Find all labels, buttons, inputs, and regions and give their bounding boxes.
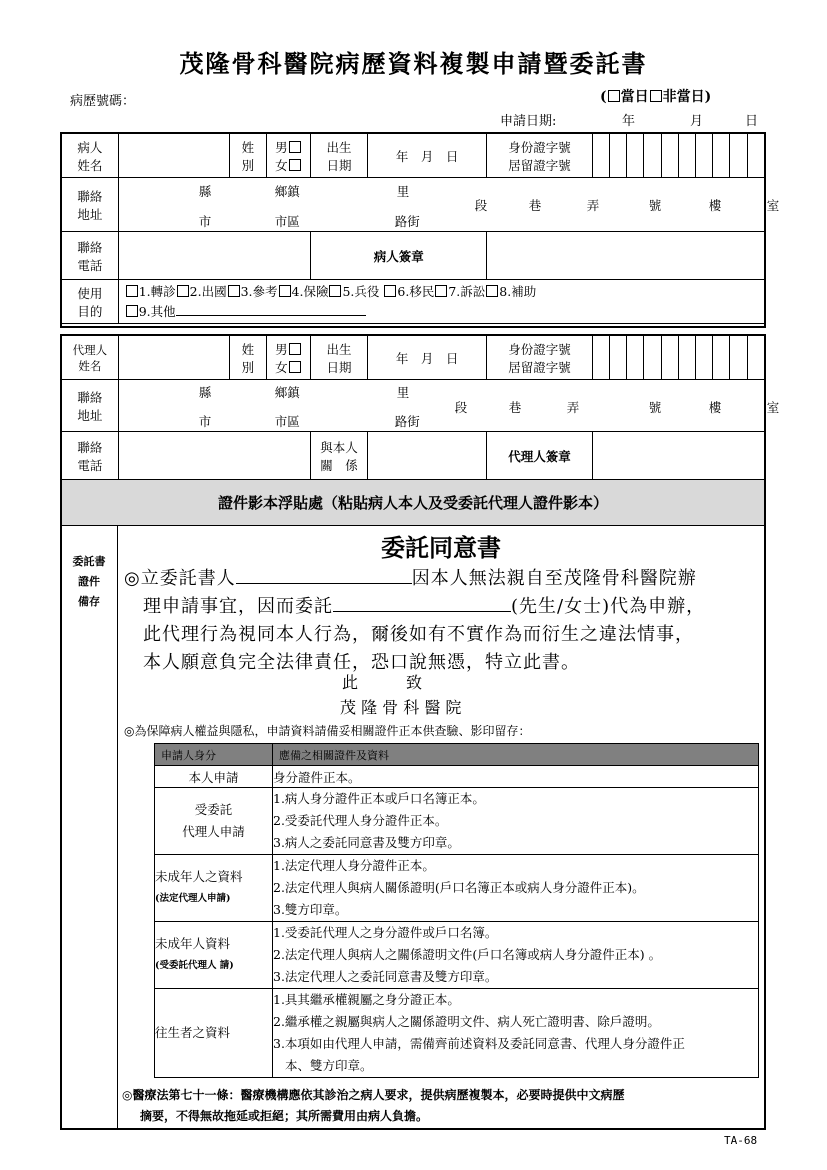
table-row [155, 922, 759, 989]
addr-section: 段 [474, 198, 488, 213]
agent-id-box[interactable] [592, 336, 609, 380]
consent-line-4: 本人願意負完全法律責任，恐口說無憑，特立此書。 [143, 652, 580, 673]
table-row [155, 989, 759, 1078]
patient-sex-options: 男 女 [266, 134, 311, 178]
req-header-documents: 應備之相關證件及資料 [273, 744, 759, 766]
agent-name-field[interactable] [118, 336, 229, 380]
patient-address-field[interactable] [118, 178, 780, 232]
agent-addr-alley: 弄 [566, 400, 580, 415]
table-row [155, 855, 759, 922]
consent-line-3: 此代理行為視同本人行為，爾後如有不實作為而衍生之違法情事， [143, 624, 694, 645]
agent-relation-field[interactable] [367, 432, 487, 480]
patient-id-box[interactable] [661, 134, 678, 178]
patient-id-box[interactable] [730, 134, 747, 178]
id-copy-paste-area: 證件影本浮貼處（粘貼病人本人及受委託代理人證件影本） [62, 480, 765, 526]
principal-name-field[interactable] [236, 567, 412, 584]
agent-addr-number: 號 [648, 400, 662, 415]
agent-addr-section: 段 [454, 400, 468, 415]
patient-name-field[interactable] [118, 134, 229, 178]
req-identity: 未成年人之資料 (法定代理人申請) [155, 855, 273, 922]
purpose-checkbox[interactable] [486, 285, 498, 297]
apply-date-year: 年 [622, 114, 636, 129]
notice-text: ◎為保障病人權益與隱私，申請資料請備妥相關證件正本供查驗、影印留存： [124, 724, 531, 738]
patient-sign-field[interactable] [487, 232, 765, 280]
agent-addr-township: 鄉鎮 [274, 385, 300, 400]
consent-title: 委託同意書 [381, 533, 501, 562]
patient-id-box[interactable] [592, 134, 609, 178]
req-identity: 往生者之資料 [155, 989, 273, 1078]
addr-number: 號 [648, 198, 662, 213]
purpose-other-checkbox[interactable] [126, 305, 138, 317]
patient-phone-field[interactable] [118, 232, 310, 280]
apply-date-month: 月 [690, 114, 704, 129]
apply-date-day: 日 [745, 114, 759, 129]
agent-sex-label: 姓 別 [230, 336, 266, 380]
agent-addr-road: 路街 [394, 414, 420, 429]
law-note-1: ◎醫療法第七十一條：醫療機構應依其診治之病人要求，提供病歷複製本，必要時提供中文病歷 [122, 1088, 625, 1102]
record-number-label: 病歷號碼： [70, 94, 136, 109]
addr-floor: 樓 [708, 198, 722, 213]
purpose-options: 1.轉診 2.出國 3.參考 4.保險 5.兵役 6.移民 7.訴訟 8.補助 9.其他 [118, 280, 764, 324]
patient-name-label: 病人 姓名 [62, 134, 119, 178]
consent-line-1: ◎立委託書人 因本人無法親自至茂隆骨科醫院辦 [124, 568, 697, 589]
patient-birth-label: 出生 日期 [311, 134, 368, 178]
agent-addr-room: 室 [766, 400, 780, 415]
agent-id-box[interactable] [678, 336, 695, 380]
req-header-identity: 申請人身分 [155, 744, 273, 766]
agent-address-label: 聯絡 地址 [62, 380, 119, 432]
patient-table [61, 133, 780, 324]
addr-room: 室 [766, 198, 780, 213]
patient-sign-label: 病人簽章 [311, 232, 487, 280]
addr-lane: 巷 [528, 198, 542, 213]
agent-name-line[interactable] [333, 595, 511, 612]
agent-name-label: 代理人 姓名 [62, 336, 119, 380]
req-documents: 1.受委託代理人之身分證件或戶口名簿。 2.法定代理人與病人之關係證明文件(戶口名簿或病人身分證件正本) 。 3.法定代理人之委託同意書及雙方印章。 [273, 922, 759, 989]
patient-address-label: 聯絡 地址 [62, 178, 119, 232]
agent-phone-field[interactable] [118, 432, 310, 480]
agent-sign-field[interactable] [592, 432, 764, 480]
addr-township: 鄉鎮 [274, 184, 300, 199]
agent-addr-county: 縣 [198, 385, 212, 400]
purpose-other-field[interactable] [176, 315, 366, 316]
agent-table [61, 335, 780, 526]
purpose-checkbox[interactable] [435, 285, 447, 297]
agent-id-box[interactable] [609, 336, 626, 380]
agent-male-checkbox[interactable] [289, 343, 301, 355]
req-identity: 本人申請 [155, 766, 273, 788]
req-identity: 未成年人資料 (受委託代理人 請) [155, 922, 273, 989]
agent-id-box[interactable] [747, 336, 764, 380]
agent-relation-label: 與本人 關 係 [311, 432, 368, 480]
patient-female-checkbox[interactable] [289, 159, 301, 171]
req-documents: 身分證件正本。 [273, 766, 759, 788]
consent-to: 此 致 [342, 673, 423, 692]
patient-id-box[interactable] [713, 134, 730, 178]
patient-id-box[interactable] [678, 134, 695, 178]
addr-village: 里 [396, 184, 410, 199]
addr-road: 路街 [394, 214, 420, 229]
agent-female-checkbox[interactable] [289, 361, 301, 373]
agent-address-field[interactable] [118, 380, 780, 432]
side-divider [117, 525, 118, 1128]
agent-id-box[interactable] [696, 336, 713, 380]
agent-birth-label: 出生 日期 [311, 336, 368, 380]
agent-id-box[interactable] [661, 336, 678, 380]
law-note-2: 摘要，不得無故拖延或拒絕；其所需費用由病人負擔。 [140, 1109, 429, 1123]
agent-id-box[interactable] [644, 336, 661, 380]
table-row [155, 766, 759, 788]
patient-id-label: 身份證字號 居留證字號 [487, 134, 592, 178]
patient-phone-label: 聯絡 電話 [62, 232, 119, 280]
addr-city: 市 [198, 214, 212, 229]
agent-id-box[interactable] [627, 336, 644, 380]
req-documents: 1.病人身分證件正本或戶口名簿正本。 2.受委託代理人身分證件正本。 3.病人之委託同意書及雙方印章。 [273, 788, 759, 855]
req-documents: 1.具其繼承權親屬之身分證正本。 2.繼承權之親屬與病人之關係證明文件、病人死亡證明書、除戶證明。 3.本項如由代理人申請，需備齊前述資料及委託同意書、代理人身分證件正 本、雙方印章。 [273, 989, 759, 1078]
agent-phone-label: 聯絡 電話 [62, 432, 119, 480]
addr-district: 市區 [274, 214, 300, 229]
day-type: ( 當日 非當日) [600, 89, 712, 105]
page-title: 茂隆骨科醫院病歷資料複製申請暨委託書 [179, 49, 648, 78]
patient-id-box[interactable] [696, 134, 713, 178]
form-code: TA-68 [724, 1134, 758, 1147]
same-day-checkbox[interactable] [608, 90, 620, 102]
patient-sex-label: 姓 別 [230, 134, 266, 178]
patient-id-box[interactable] [644, 134, 661, 178]
agent-id-box[interactable] [730, 336, 747, 380]
consent-line-2: 理申請事宜，因而委託 (先生/女士)代為申辦， [143, 596, 706, 617]
patient-birth-field[interactable]: 年 月 日 [367, 134, 487, 178]
purpose-checkbox[interactable] [126, 285, 138, 297]
purpose-checkbox[interactable] [384, 285, 396, 297]
agent-addr-district: 市區 [274, 414, 300, 429]
patient-male-checkbox[interactable] [289, 141, 301, 153]
purpose-label: 使用 目的 [62, 280, 119, 324]
purpose-checkbox[interactable] [279, 285, 291, 297]
purpose-checkbox[interactable] [228, 285, 240, 297]
purpose-checkbox[interactable] [177, 285, 189, 297]
req-documents: 1.法定代理人身分證件正本。 2.法定代理人與病人關係證明(戶口名簿正本或病人身分證件正本)。 3.雙方印章。 [273, 855, 759, 922]
purpose-checkbox[interactable] [329, 285, 341, 297]
agent-addr-city: 市 [198, 414, 212, 429]
agent-addr-lane: 巷 [508, 400, 522, 415]
agent-addr-village: 里 [396, 385, 410, 400]
not-same-day-checkbox[interactable] [650, 90, 662, 102]
addr-alley: 弄 [586, 198, 600, 213]
consent-hospital: 茂 隆 骨 科 醫 院 [340, 698, 462, 717]
apply-date-label: 申請日期: [500, 114, 557, 129]
agent-id-label: 身份證字號 居留證字號 [487, 336, 592, 380]
patient-id-box[interactable] [747, 134, 764, 178]
addr-county: 縣 [198, 184, 212, 199]
agent-sign-label: 代理人簽章 [487, 432, 592, 480]
patient-id-box[interactable] [627, 134, 644, 178]
req-identity: 受委託 代理人申請 [155, 788, 273, 855]
agent-birth-field[interactable]: 年 月 日 [367, 336, 487, 380]
requirements-table [154, 743, 759, 1078]
agent-addr-floor: 樓 [708, 400, 722, 415]
agent-id-box[interactable] [713, 336, 730, 380]
table-row [155, 788, 759, 855]
side-label: 委託書 證件 備存 [72, 555, 106, 608]
agent-sex-options: 男 女 [266, 336, 311, 380]
patient-id-box[interactable] [609, 134, 626, 178]
